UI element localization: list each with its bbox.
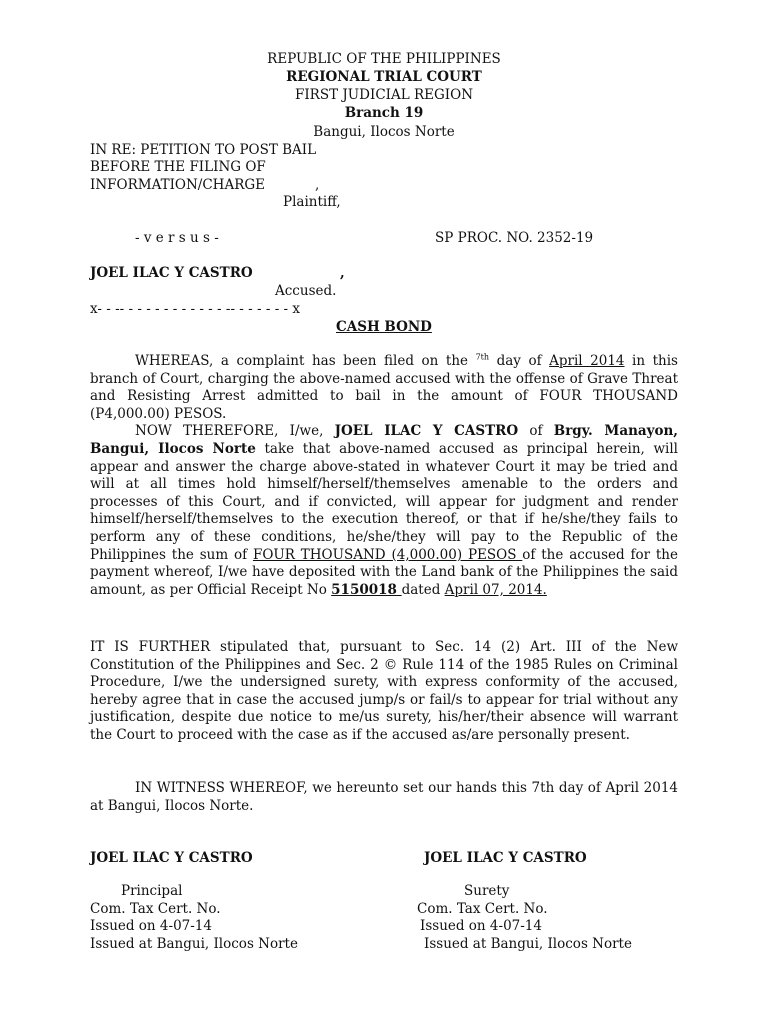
whereas-paragraph: WHEREAS, a complaint has been filed on the $^{7th}$ day of April 2014 in this branch of Court, charging the above-named accused with the offense of Grave Threat and Resisting Arrest admitted to bail in the amount of FOUR THOUSAND (P4,000.00) PESOS.: [90, 352, 678, 422]
day-ordinal: 7th: [475, 352, 490, 362]
surety-ctc: Com. Tax Cert. No.: [417, 901, 548, 917]
header-branch: Branch 19: [344, 105, 424, 121]
receipt-date: April 07, 2014.: [444, 581, 547, 598]
surety-issued-on: Issued on 4-07-14: [420, 918, 542, 934]
witness-paragraph: IN WITNESS WHEREOF, we hereunto set our hands this 7th day of April 2014 at Bangui, Ilocos Norte.: [90, 780, 678, 814]
caption-comma: ,: [315, 177, 320, 193]
header-republic: REPUBLIC OF THE PHILIPPINES: [267, 51, 501, 67]
accused-label: Accused.: [275, 283, 337, 299]
further-paragraph: IT IS FURTHER stipulated that, pursuant to Sec. 14 (2) Art. III of the New Constitution of the Philippines and Sec. 2 © Rule 114 of the 1985 Rules on Criminal Procedure, I/we the undersigned surety, with express conformity of the accused, hereby agree that in case the accused jump/s or fail/s to appear for trial without any justification, despite due notice to me/us surety, his/her/their absence will warrant the Court to proceed with the case as if the accused as/are personally present.: [90, 639, 678, 743]
receipt-number: 5150018: [331, 581, 402, 598]
header-location: Bangui, Ilocos Norte: [313, 124, 455, 140]
accused-comma: ,: [340, 265, 345, 281]
case-number: SP PROC. NO. 2352-19: [435, 230, 594, 246]
versus-label: - v e r s u s -: [135, 230, 219, 246]
principal-issued-at: Issued at Bangui, Ilocos Norte: [90, 936, 298, 952]
caption-line-1: IN RE: PETITION TO POST BAIL: [90, 142, 317, 158]
caption-separator: x- - -- - - - - - - - - - - - -- - - - - - - x: [90, 301, 301, 317]
accused-name: JOEL ILAC Y CASTRO: [90, 265, 253, 281]
principal-issued-on: Issued on 4-07-14: [90, 918, 212, 934]
surety-address: Brgy. Manayon, Bangui, Ilocos Norte: [90, 423, 679, 457]
plaintiff-label: Plaintiff,: [283, 194, 341, 210]
header-court: REGIONAL TRIAL COURT: [286, 69, 482, 85]
complaint-date: April 2014: [549, 353, 625, 369]
document-title: CASH BOND: [336, 319, 432, 335]
principal-name: JOEL ILAC Y CASTRO: [90, 850, 253, 866]
body-paragraphs: [90, 353, 678, 599]
surety-issued-at: Issued at Bangui, Ilocos Norte: [424, 936, 632, 952]
surety-name-inline: JOEL ILAC Y CASTRO: [334, 423, 519, 440]
caption-line-3: INFORMATION/CHARGE: [90, 177, 265, 193]
now-therefore-paragraph: NOW THEREFORE, I/we, JOEL ILAC Y CASTRO of Brgy. Manayon, Bangui, Ilocos Norte take that above-named accused as principal herein, will appear and answer the charge above-stated in whatever Court it may be tried and will at all times hold himself/herself/themselves amenable to the orders and processes of this Court, and if convicted, will appear for judgment and render himself/herself/themselves to the execution thereof, or that if he/she/they fails to perform any of these conditions, he/she/they will pay to the Republic of the Philippines the sum of FOUR THOUSAND (4,000.00) PESOS of the accused for the payment whereof, I/we have deposited with the Land bank of the Philippines the said amount, as per Official Receipt No 5150018 dated April 07, 2014.: [90, 423, 679, 598]
surety-role: Surety: [464, 883, 510, 899]
caption-line-2: BEFORE THE FILING OF: [90, 159, 266, 175]
surety-name: JOEL ILAC Y CASTRO: [424, 850, 587, 866]
header-region: FIRST JUDICIAL REGION: [294, 87, 474, 103]
bond-amount: FOUR THOUSAND (4,000.00) PESOS: [252, 546, 523, 563]
principal-ctc: Com. Tax Cert. No.: [90, 901, 221, 917]
principal-role: Principal: [121, 883, 183, 899]
